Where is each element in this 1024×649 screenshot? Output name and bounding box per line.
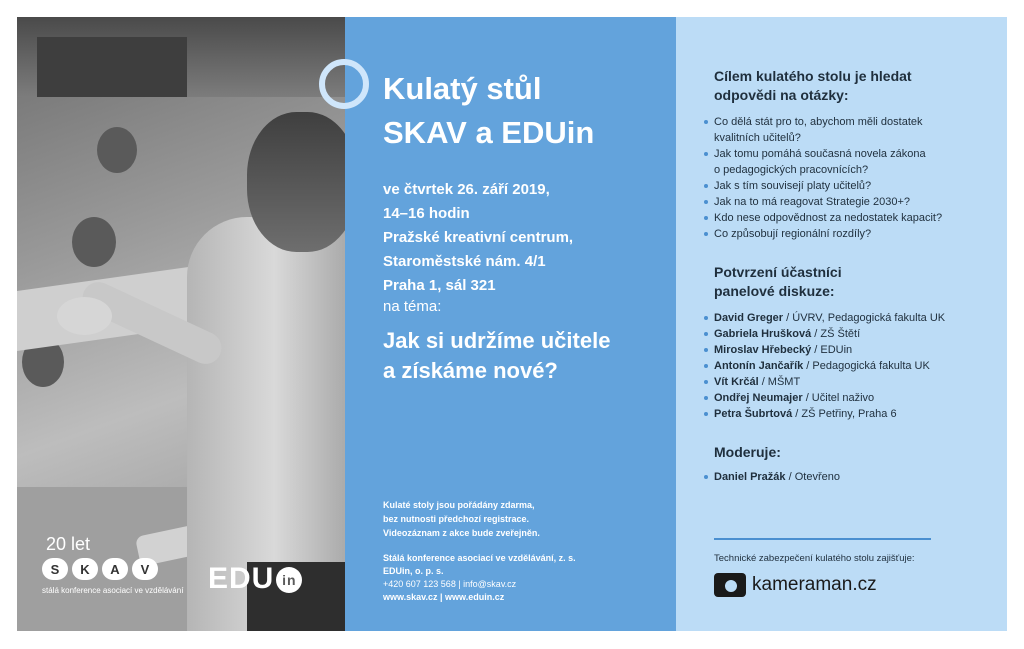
question-item: Jak na to má reagovat Strategie 2030+?	[704, 194, 942, 210]
moderator-item: Daniel Pražák / Otevřeno	[704, 469, 840, 485]
goal-heading	[714, 67, 912, 105]
photo-child	[72, 217, 116, 267]
skav-letter: V	[132, 558, 158, 580]
tech-label: Technické zabezpečení kulatého stolu zajišťuje:	[714, 553, 915, 564]
event-note	[383, 498, 540, 540]
photo-child	[97, 127, 137, 173]
goal-questions	[704, 114, 942, 242]
eduin-logo	[208, 562, 302, 596]
event-address: Staroměstské nám. 4/1	[383, 253, 546, 270]
event-topic	[383, 326, 610, 386]
question-item: Jak s tím souvisejí platy učitelů?	[704, 178, 942, 194]
question-item: Jak tomu pomáhá současná novela zákona o pedagogických pracovnících?	[704, 146, 942, 178]
skav-letter: A	[102, 558, 128, 580]
question-item: Co dělá stát pro to, abychom měli dostatek kvalitních učitelů?	[704, 114, 942, 146]
panel-heading-line: Potvrzení účastníci	[714, 264, 842, 280]
event-title-line: Kulatý stůl	[383, 71, 542, 106]
event-time: 14–16 hodin	[383, 205, 470, 222]
contact-phone[interactable]: +420 607 123 568 | info@skav.cz	[383, 579, 517, 589]
skav-letter: S	[42, 558, 68, 580]
event-title	[383, 67, 594, 155]
moderator-list	[704, 469, 840, 485]
event-note-line: Videozáznam z akce bude zveřejněn.	[383, 528, 540, 538]
event-topic-line: a získáme nové?	[383, 358, 558, 383]
moderator-heading: Moderuje:	[714, 444, 781, 460]
skav-subtitle: stálá konference asociací ve vzdělávání	[42, 586, 184, 595]
question-item: Kdo nese odpovědnost za nedostatek kapacit?	[704, 210, 942, 226]
event-note-line: Kulaté stoly jsou pořádány zdarma,	[383, 500, 535, 510]
event-panel	[345, 17, 676, 631]
eduin-logo-dot: in	[276, 567, 302, 593]
photo-teacher-hand	[57, 297, 112, 335]
panel-heading-line: panelové diskuze:	[714, 283, 835, 299]
skav-years: 20 let	[46, 534, 91, 554]
event-topic-line: Jak si udržíme učitele	[383, 328, 611, 353]
event-city: Praha 1, sál 321	[383, 277, 496, 294]
photo-teacher-head	[247, 112, 345, 252]
participant-item: Vít Krčál / MŠMT	[704, 374, 945, 390]
divider	[714, 538, 931, 540]
topic-label: na téma:	[383, 298, 442, 315]
contact-org: Stálá konference asociací ve vzdělávání, z. s.	[383, 553, 576, 563]
kameraman-text: kameraman.cz	[752, 574, 877, 595]
participant-item: Gabriela Hrušková / ZŠ Štětí	[704, 326, 945, 342]
goal-heading-line: Cílem kulatého stolu je hledat	[714, 68, 912, 84]
camera-icon	[714, 573, 746, 597]
participant-item: Antonín Jančařík / Pedagogická fakulta UK	[704, 358, 945, 374]
goal-heading-line: odpovědi na otázky:	[714, 87, 849, 103]
event-contact	[383, 552, 576, 604]
contact-org: EDUin, o. p. s.	[383, 566, 444, 576]
info-panel	[676, 17, 1007, 631]
skav-letters	[42, 558, 158, 580]
panel-heading	[714, 263, 842, 301]
event-details	[383, 178, 573, 298]
event-note-line: bez nutnosti předchozí registrace.	[383, 514, 530, 524]
skav-logo	[28, 534, 203, 604]
question-item: Co způsobují regionální rozdíly?	[704, 226, 942, 242]
participant-item: David Greger / ÚVRV, Pedagogická fakulta UK	[704, 310, 945, 326]
photo-board	[37, 37, 187, 97]
participant-item: Miroslav Hřebecký / EDUin	[704, 342, 945, 358]
participants-list	[704, 310, 945, 422]
kameraman-logo	[714, 573, 877, 597]
event-title-line: SKAV a EDUin	[383, 115, 595, 150]
event-venue: Pražské kreativní centrum,	[383, 229, 574, 246]
participant-item: Ondřej Neumajer / Učitel naživo	[704, 390, 945, 406]
event-date: ve čtvrtek 26. září 2019,	[383, 181, 550, 198]
contact-web[interactable]: www.skav.cz | www.eduin.cz	[383, 592, 505, 602]
skav-letter: K	[72, 558, 98, 580]
ring-icon	[319, 59, 369, 109]
participant-item: Petra Šubrtová / ZŠ Petřiny, Praha 6	[704, 406, 945, 422]
eduin-logo-text: EDU	[208, 562, 275, 595]
